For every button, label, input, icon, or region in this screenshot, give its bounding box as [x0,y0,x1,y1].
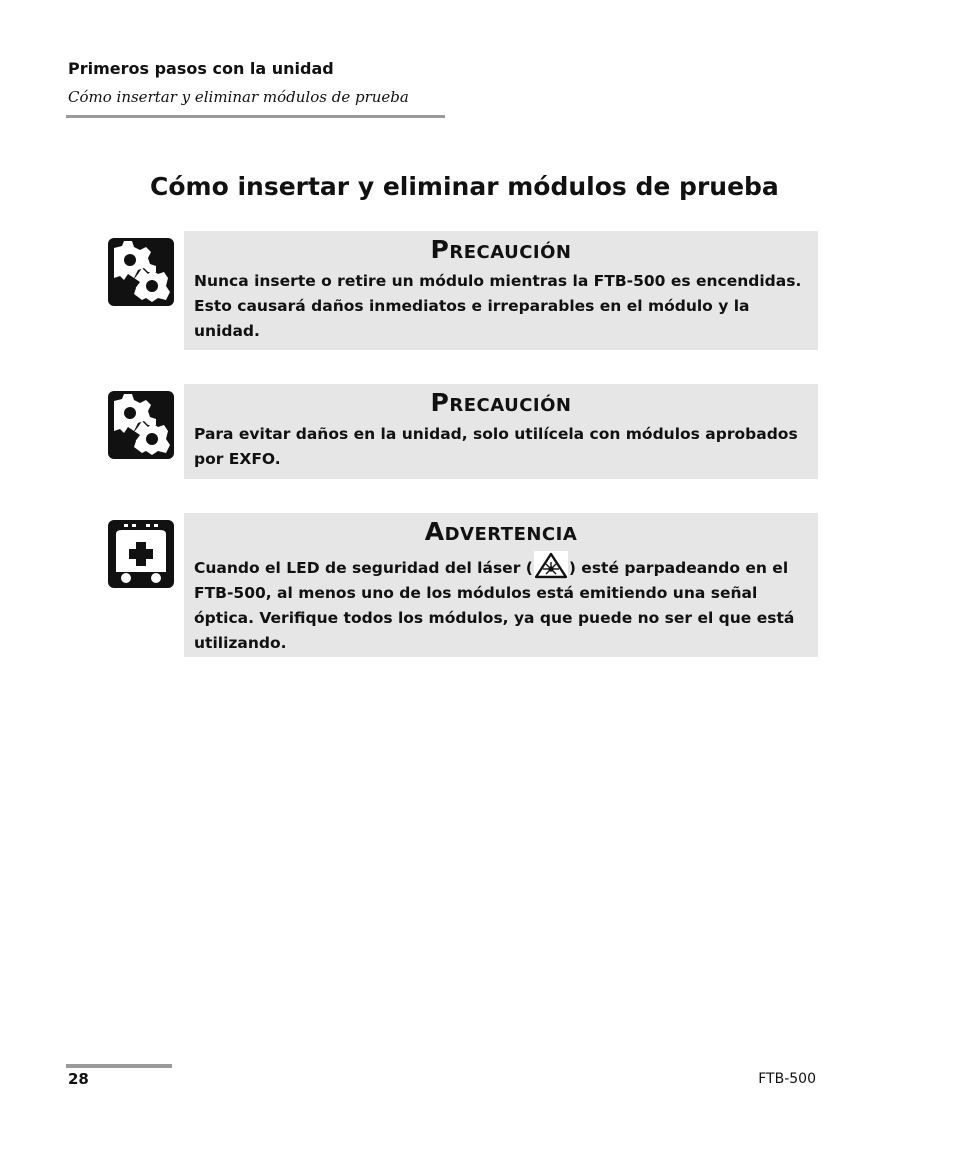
caution-notice-2 [184,384,818,479]
section-subtitle: Cómo insertar y eliminar módulos de prueba [68,88,409,106]
footer-rule [66,1064,172,1068]
caution-notice-1 [184,231,818,350]
laser-warning-icon [534,551,568,579]
notice-body: Nunca inserte o retire un módulo mientras la FTB-500 es encendidas. Esto causará daños inmediatos e irreparables en el módulo y la unidad. [194,272,802,340]
product-name: FTB-500 [758,1071,816,1087]
notice-body [194,551,808,656]
caution-gears-icon [108,238,174,306]
header-rule [66,115,445,118]
notice-heading: Advertencia [424,517,578,546]
notice-body: Para evitar daños en la unidad, solo utilícela con módulos aprobados por EXFO. [194,425,798,468]
notice-body-start: Cuando el LED de seguridad del láser ( [194,559,533,577]
caution-gears-icon [108,391,174,459]
page-title: Cómo insertar y eliminar módulos de prueba [150,172,779,201]
page-number: 28 [68,1070,89,1088]
notice-heading: Precaución [430,235,572,264]
notice-heading: Precaución [430,388,572,417]
warning-notice [184,513,818,657]
chapter-title: Primeros pasos con la unidad [68,59,334,78]
notice-body-end: ) esté parpadeando en el FTB-500, al menos uno de los módulos está emitiendo una señal óptica. Verifique todos los módulos, ya que puede no ser el que está utilizando. [194,559,795,652]
warning-ambulance-icon [108,520,174,588]
